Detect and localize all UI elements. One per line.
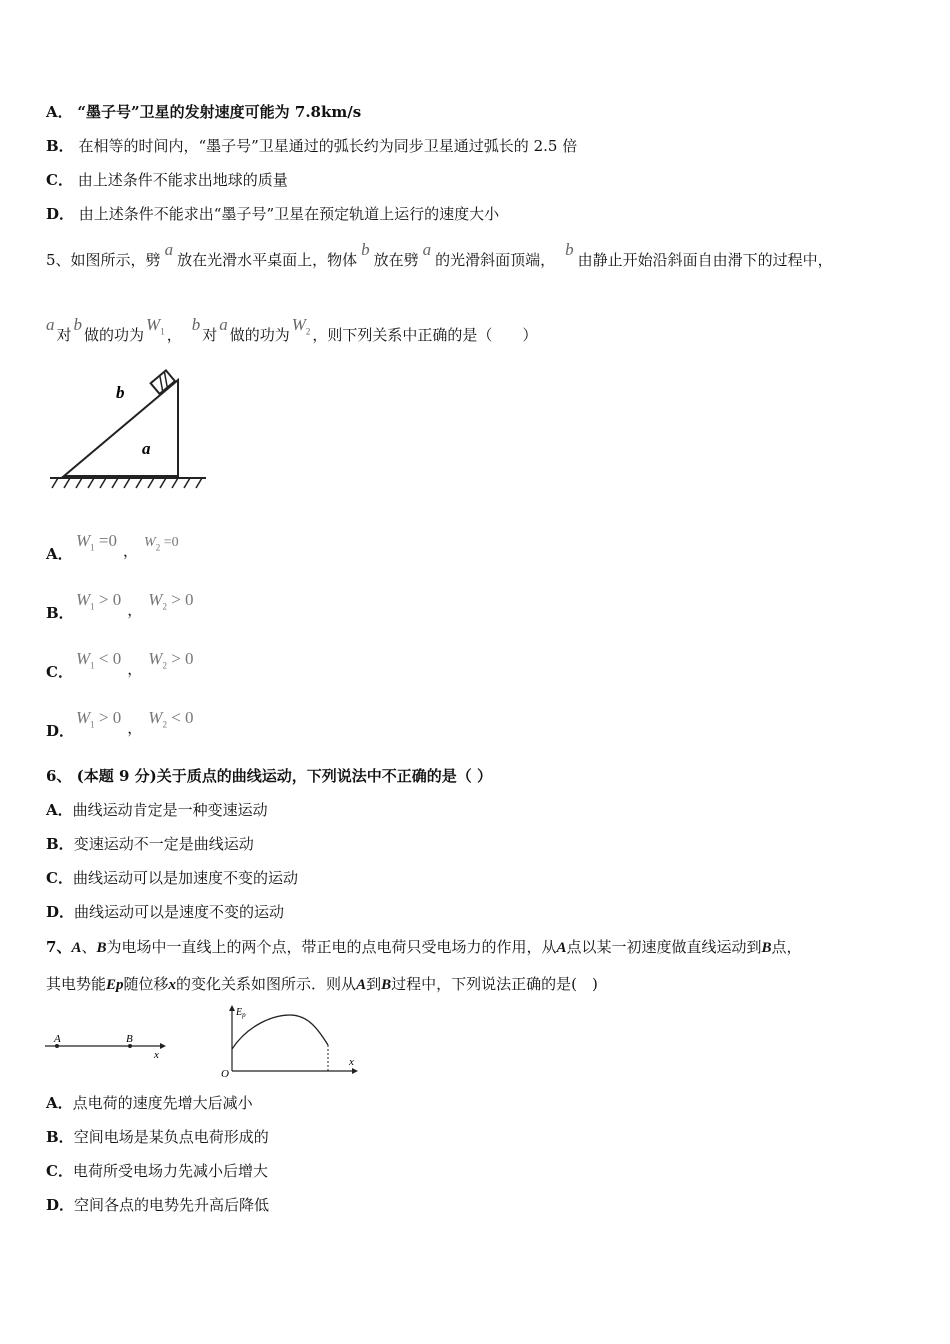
q5-option-d-label: D． xyxy=(46,722,75,740)
q6-option-b: B．变速运动不一定是曲线运动 xyxy=(46,835,254,853)
q7-option-b: B．空间电场是某负点电荷形成的 xyxy=(46,1128,269,1146)
var-a: a xyxy=(219,315,228,334)
q6-option-d: D．曲线运动可以是速度不变的运动 xyxy=(46,903,285,921)
q7-stem-line1: 7、A、B为电场中一直线上的两个点，带正电的点电荷只受电场力的作用，从A点以某一初速度做直线运动到B点， xyxy=(46,938,802,956)
var-b: b xyxy=(73,315,83,334)
q7-line-figure xyxy=(40,1028,170,1063)
label-a: a xyxy=(142,439,151,458)
w1-symbol: $W_1$ xyxy=(146,315,165,337)
q5-option-a: $W_1 =0$，$W_2 =0$ xyxy=(76,531,179,560)
question-number: 5、 xyxy=(46,251,71,269)
option-label: B． xyxy=(46,137,74,155)
q7-stem-line2: 其电势能Ep随位移x的变化关系如图所示．则从A到B过程中，下列说法正确的是( ) xyxy=(46,975,598,993)
option-text: 由上述条件不能求出“墨子号”卫星在预定轨道上运行的速度大小 xyxy=(78,205,500,223)
var-a: a xyxy=(422,240,432,259)
label-x-axis: x xyxy=(349,1056,354,1068)
option-label: D． xyxy=(46,205,75,223)
q6-stem: 6、 (本题 9 分)关于质点的曲线运动，下列说法中不正确的是（ ） xyxy=(46,767,492,785)
arrowhead xyxy=(160,1043,166,1049)
q6-option-c: C．曲线运动可以是加速度不变的运动 xyxy=(46,869,298,887)
q4-option-a xyxy=(46,102,361,122)
q5-option-d: $W_1 > 0$，$W_2 < 0$ xyxy=(76,708,194,737)
q4-option-c xyxy=(46,170,288,190)
var-a: a xyxy=(164,240,174,259)
q4-option-b xyxy=(46,136,577,156)
q5-option-b-label: B． xyxy=(46,604,74,622)
option-text: “墨子号”卫星的发射速度可能为 7.8km/s xyxy=(77,103,362,121)
q7-option-a: A．点电荷的速度先增大后减小 xyxy=(46,1094,253,1112)
w2-symbol: $W_2$ xyxy=(291,315,311,337)
var-b: b xyxy=(191,315,201,334)
q7-ep-graph xyxy=(218,1003,363,1083)
label-b: b xyxy=(116,383,125,402)
x-arrowhead xyxy=(352,1068,358,1074)
q7-option-d: D．空间各点的电势先升高后降低 xyxy=(46,1196,270,1214)
q5-option-b: $W_1 > 0$，$W_2 > 0$ xyxy=(76,590,194,619)
q5-option-c: $W_1 < 0$，$W_2 > 0$ xyxy=(76,649,194,678)
q5-option-c-label: C． xyxy=(46,663,73,681)
ep-curve xyxy=(232,1015,328,1049)
q5-wedge-figure xyxy=(46,368,211,493)
label-origin: O xyxy=(221,1068,229,1080)
label-ep: $E_p$ xyxy=(236,1007,246,1019)
q7-option-c: C．电荷所受电场力先减小后增大 xyxy=(46,1162,268,1180)
option-label: C． xyxy=(46,171,73,189)
q5-stem-line2: a对b做的功为$W_1$ ，b对a做的功为$W_2$ ，则下列关系中正确的是（ ） xyxy=(46,315,538,344)
ground-hatch xyxy=(52,478,202,488)
y-arrowhead xyxy=(229,1005,235,1011)
q4-option-d xyxy=(46,204,499,224)
var-b: b xyxy=(565,240,574,259)
option-text: 在相等的时间内，“墨子号”卫星通过的弧长约为同步卫星通过弧长的 2.5 倍 xyxy=(78,137,578,155)
var-a: a xyxy=(46,315,55,334)
var-b: b xyxy=(361,240,370,259)
label-point-a: A xyxy=(54,1033,61,1045)
q6-option-a: A．曲线运动肯定是一种变速运动 xyxy=(46,801,268,819)
label-x: x xyxy=(154,1049,159,1061)
label-point-b: B xyxy=(126,1033,133,1045)
block-b xyxy=(151,370,175,394)
option-text: 由上述条件不能求出地球的质量 xyxy=(77,171,288,189)
q5-option-a-label: A． xyxy=(46,545,73,563)
option-label: A． xyxy=(46,103,73,121)
q5-stem-line1: 5、如图所示，劈a放在光滑水平桌面上，物体b放在劈a的光滑斜面顶端，b由静止开始沿斜面自由滑下的过程中， xyxy=(46,240,833,269)
